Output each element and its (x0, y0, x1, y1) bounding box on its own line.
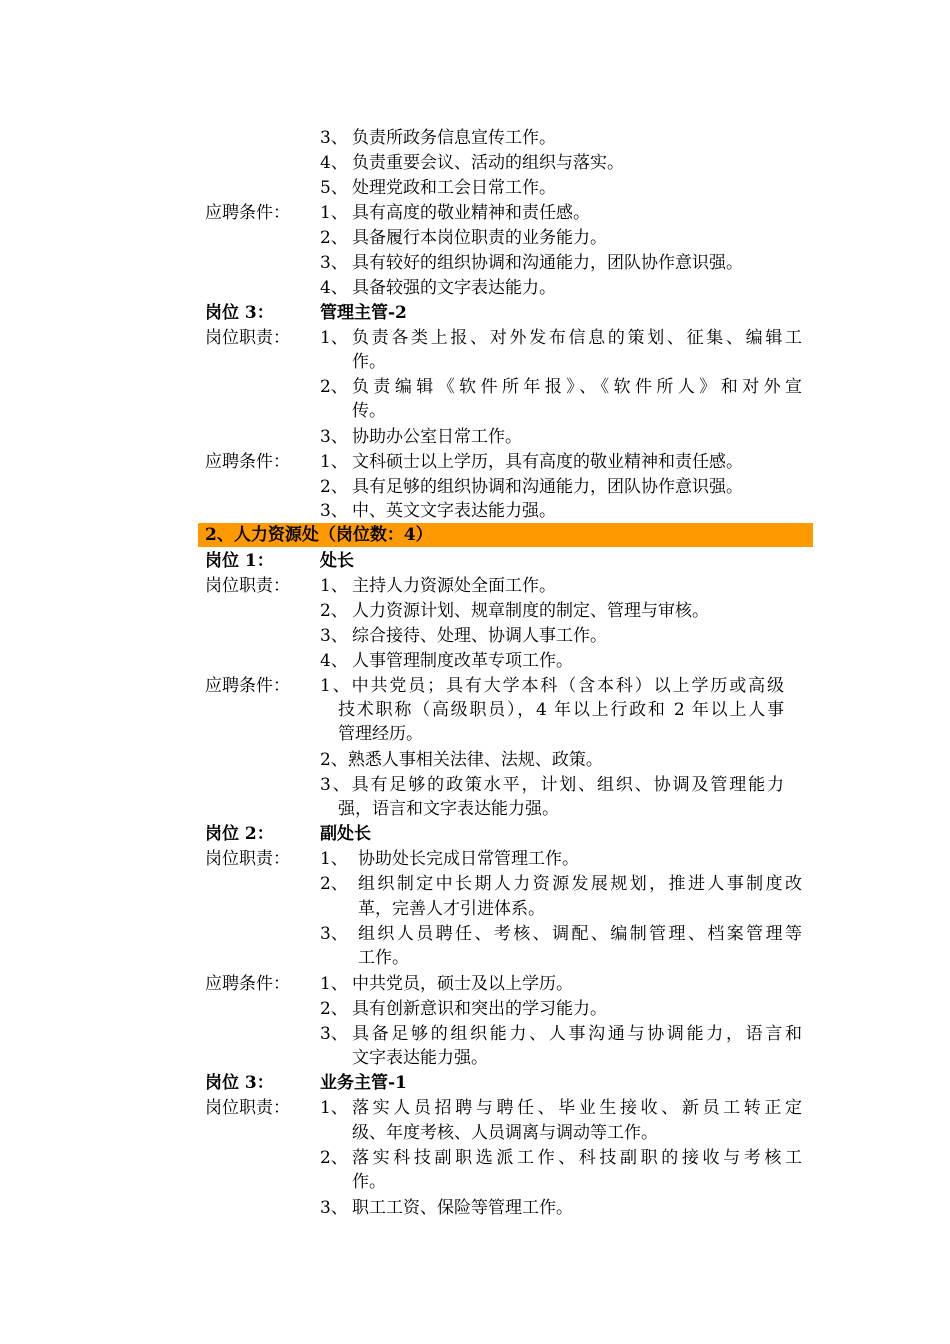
list-item (0, 1096, 950, 1121)
duty-label: 岗位职责： (205, 328, 290, 348)
item-text: 主持人力资源处全面工作。 (352, 576, 556, 596)
item-text: 技术职称（高级职员），4 年以上行政和 2 年以上人事 (338, 700, 784, 720)
item-number: 2、 (320, 228, 348, 248)
item-text: 负责各类上报、对外发布信息的策划、征集、编辑工 (352, 328, 802, 348)
item-text: 3、具有足够的政策水平，计划、组织、协调及管理能力 (320, 775, 784, 795)
post-title: 处长 (320, 551, 354, 571)
list-item (0, 126, 950, 151)
list-item (0, 251, 950, 276)
list-item (0, 748, 950, 773)
post-label: 岗位 3： (205, 303, 274, 323)
item-text: 工作。 (358, 948, 409, 968)
list-item-continuation (0, 897, 950, 922)
item-number: 3、 (320, 501, 348, 521)
item-number: 2、 (320, 477, 348, 497)
post-header (0, 549, 950, 574)
list-item (0, 176, 950, 201)
list-item (0, 1022, 950, 1047)
list-item (0, 499, 950, 524)
item-number: 4、 (320, 651, 348, 671)
item-number: 2、 (320, 999, 348, 1019)
list-item (0, 773, 950, 798)
item-text: 落实人员招聘与聘任、毕业生接收、新员工转正定 (352, 1098, 802, 1118)
item-number: 5、 (320, 178, 348, 198)
item-text: 具备履行本岗位职责的业务能力。 (352, 228, 607, 248)
item-number: 4、 (320, 278, 348, 298)
list-item-continuation (0, 399, 950, 424)
item-text: 中、英文文字表达能力强。 (352, 501, 556, 521)
list-item (0, 475, 950, 500)
post-header (0, 301, 950, 326)
item-text: 负责编辑《软件所年报》、《软件所人》和对外宣 (352, 377, 802, 397)
item-text: 2、熟悉人事相关法律、法规、政策。 (320, 750, 603, 770)
list-item (0, 847, 950, 872)
item-text: 强，语言和文字表达能力强。 (338, 799, 559, 819)
list-item (0, 151, 950, 176)
item-text: 负责所政务信息宣传工作。 (352, 128, 556, 148)
list-item (0, 972, 950, 997)
post-header (0, 822, 950, 847)
list-item (0, 922, 950, 947)
list-item (0, 599, 950, 624)
post-title: 副处长 (320, 824, 371, 844)
post-label: 岗位 2： (205, 824, 274, 844)
list-item (0, 574, 950, 599)
list-item-continuation (0, 350, 950, 375)
list-item-continuation (0, 797, 950, 822)
item-text: 传。 (352, 401, 386, 421)
list-item-continuation (0, 698, 950, 723)
list-item-continuation (0, 722, 950, 747)
list-item (0, 1196, 950, 1221)
item-text: 级、年度考核、人员调离与调动等工作。 (352, 1123, 658, 1143)
post-title: 业务主管-1 (320, 1073, 407, 1093)
item-text: 作。 (352, 352, 386, 372)
item-text: 文科硕士以上学历，具有高度的敬业精神和责任感。 (352, 452, 743, 472)
item-text: 1、中共党员；具有大学本科（含本科）以上学历或高级 (320, 676, 784, 696)
list-item (0, 201, 950, 226)
list-item (0, 276, 950, 301)
duty-label: 岗位职责： (205, 576, 290, 596)
condition-label: 应聘条件： (205, 676, 290, 696)
duty-label: 岗位职责： (205, 849, 290, 869)
list-item (0, 624, 950, 649)
item-text: 管理经历。 (338, 724, 423, 744)
item-text: 落实科技副职选派工作、科技副职的接收与考核工 (352, 1148, 802, 1168)
section-title: 2、人力资源处（岗位数：4） (205, 525, 433, 545)
item-number: 3、 (320, 253, 348, 273)
list-item (0, 226, 950, 251)
list-item (0, 1146, 950, 1171)
item-text: 具有较好的组织协调和沟通能力，团队协作意识强。 (352, 253, 743, 273)
item-text: 具有高度的敬业精神和责任感。 (352, 203, 590, 223)
item-number: 3、 (320, 1198, 348, 1218)
item-number: 3、 (320, 128, 348, 148)
condition-label: 应聘条件： (205, 203, 290, 223)
list-item (0, 872, 950, 897)
item-text: 组织人员聘任、考核、调配、编制管理、档案管理等 (358, 924, 802, 944)
item-number: 1、 (320, 328, 348, 348)
post-label: 岗位 1： (205, 551, 274, 571)
list-item-continuation (0, 1121, 950, 1146)
item-text: 具备足够的组织能力、人事沟通与协调能力，语言和 (352, 1024, 802, 1044)
duty-label: 岗位职责： (205, 1098, 290, 1118)
item-text: 中共党员，硕士及以上学历。 (352, 974, 573, 994)
condition-label: 应聘条件： (205, 452, 290, 472)
item-text: 负责重要会议、活动的组织与落实。 (352, 153, 624, 173)
post-label: 岗位 3： (205, 1073, 274, 1093)
item-text: 具备较强的文字表达能力。 (352, 278, 556, 298)
item-number: 1、 (320, 452, 348, 472)
item-number: 1、 (320, 974, 348, 994)
item-text: 革，完善人才引进体系。 (358, 899, 545, 919)
item-text: 具有创新意识和突出的学习能力。 (352, 999, 607, 1019)
list-item-continuation (0, 946, 950, 971)
condition-label: 应聘条件： (205, 974, 290, 994)
item-number: 2、 (320, 601, 348, 621)
item-number: 2、 (320, 1148, 348, 1168)
post-title: 管理主管-2 (320, 303, 407, 323)
item-text: 职工工资、保险等管理工作。 (352, 1198, 573, 1218)
list-item (0, 997, 950, 1022)
item-text: 处理党政和工会日常工作。 (352, 178, 556, 198)
item-text: 组织制定中长期人力资源发展规划，推进人事制度改 (358, 874, 802, 894)
item-text: 具有足够的组织协调和沟通能力，团队协作意识强。 (352, 477, 743, 497)
item-number: 3、 (320, 924, 348, 944)
list-item (0, 450, 950, 475)
item-number: 2、 (320, 377, 348, 397)
item-number: 2、 (320, 874, 348, 894)
item-number: 3、 (320, 1024, 348, 1044)
list-item (0, 649, 950, 674)
item-text: 人事管理制度改革专项工作。 (352, 651, 573, 671)
item-number: 4、 (320, 153, 348, 173)
list-item (0, 375, 950, 400)
item-text: 综合接待、处理、协调人事工作。 (352, 626, 607, 646)
item-text: 协助处长完成日常管理工作。 (358, 849, 579, 869)
item-text: 人力资源计划、规章制度的制定、管理与审核。 (352, 601, 709, 621)
item-number: 1、 (320, 849, 348, 869)
list-item-continuation (0, 1170, 950, 1195)
list-item-continuation (0, 1046, 950, 1071)
item-text: 文字表达能力强。 (352, 1048, 488, 1068)
list-item (0, 425, 950, 450)
list-item (0, 674, 950, 699)
list-item (0, 326, 950, 351)
item-number: 3、 (320, 427, 348, 447)
item-text: 协助办公室日常工作。 (352, 427, 522, 447)
item-number: 1、 (320, 203, 348, 223)
item-number: 1、 (320, 576, 348, 596)
item-number: 3、 (320, 626, 348, 646)
post-header (0, 1071, 950, 1096)
item-number: 1、 (320, 1098, 348, 1118)
item-text: 作。 (352, 1172, 386, 1192)
